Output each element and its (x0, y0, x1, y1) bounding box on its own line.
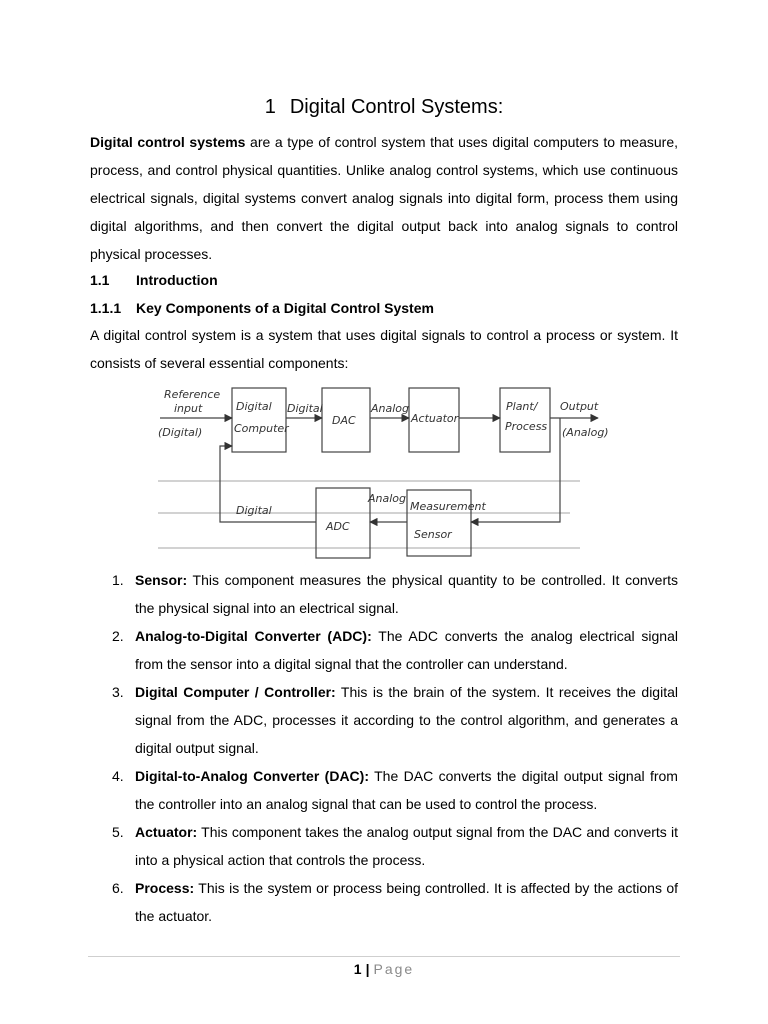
list-item-text: This component measures the physical quantity to be controlled. It converts the physical signal into an electrical signal. (135, 572, 678, 616)
adc-label: ADC (326, 520, 350, 533)
digital-feedback-label: Digital (236, 504, 272, 517)
subsection-number: 1.1.1 (90, 300, 122, 316)
list-item-number: 2. (112, 628, 124, 644)
section-heading (90, 268, 218, 292)
section-number: 1.1 (90, 272, 110, 288)
plant-label-1: Plant/ (506, 400, 538, 413)
reference-input-label-2: input (174, 402, 203, 415)
list-item-text: The ADC converts the analog electrical signal from the sensor into a digital signal that the controller can understand. (135, 628, 678, 672)
list-item-term: Process: (135, 880, 195, 896)
section-title: Introduction (136, 272, 218, 288)
list-item-number: 1. (112, 572, 124, 588)
page-word: Page (373, 961, 415, 977)
list-item (90, 762, 678, 818)
computer-label-1: Digital (236, 400, 272, 413)
digital-computer-block (232, 388, 286, 452)
list-item-term: Digital Computer / Controller: (135, 684, 336, 700)
computer-label-2: Computer (234, 422, 289, 435)
list-item-text: This is the system or process being controlled. It is affected by the actions of the actuator. (135, 880, 678, 924)
list-item-term: Analog-to-Digital Converter (ADC): (135, 628, 372, 644)
list-item-number: 4. (112, 768, 124, 784)
output-label-1: Output (560, 400, 599, 413)
list-item-term: Sensor: (135, 572, 188, 588)
page-number: 1 (353, 961, 362, 977)
footer-divider (88, 956, 680, 957)
sensor-label-1: Measurement (410, 500, 486, 513)
page-footer (0, 958, 768, 980)
list-item (90, 622, 678, 678)
actuator-label: Actuator (411, 412, 459, 425)
list-item (90, 874, 678, 930)
digital-signal-label: Digital (287, 402, 323, 415)
analog-feedback-label: Analog (368, 492, 407, 505)
page-title (0, 94, 768, 120)
title-text: Digital Control Systems: (289, 96, 504, 118)
block-diagram-svg (150, 378, 620, 564)
components-list (90, 566, 678, 930)
list-item-text: This is the brain of the system. It receives the digital signal from the ADC, processes it according to the control algorithm, and generates a digital output signal. (135, 684, 678, 756)
list-item-term: Digital-to-Analog Converter (DAC): (135, 768, 369, 784)
block-diagram (150, 378, 620, 564)
list-item (90, 566, 678, 622)
dac-label: DAC (332, 414, 356, 427)
list-item (90, 678, 678, 762)
subsection-title: Key Components of a Digital Control System (136, 300, 434, 316)
reference-input-label-3: (Digital) (158, 426, 203, 439)
list-item-text: The DAC converts the digital output signal from the controller into an analog signal that can be used to control the process. (135, 768, 678, 812)
output-label-2: (Analog) (562, 426, 609, 439)
analog-signal-label: Analog (371, 402, 410, 415)
subsection-heading (90, 296, 434, 320)
intro-body: are a type of control system that uses digital computers to measure, process, and control physical quantities. Unlike analog control systems, which use continuous electrical signals, digital systems convert analog signals into digital form, process them using digital algorithms, and then convert the digital output back into analog signals to control physical processes. (90, 134, 678, 262)
list-item-number: 6. (112, 880, 124, 896)
footer-separator: | (365, 961, 370, 977)
components-intro-paragraph: A digital control system is a system that uses digital signals to control a process or system. It consists of several essential components: (90, 327, 678, 371)
list-item-number: 5. (112, 824, 124, 840)
reference-input-label-1: Reference (164, 388, 221, 401)
list-item-number: 3. (112, 684, 124, 700)
intro-paragraph (90, 128, 678, 268)
title-number: 1 (264, 96, 276, 118)
list-item-text: This component takes the analog output signal from the DAC and converts it into a physical action that controls the process. (135, 824, 678, 868)
plant-label-2: Process (505, 420, 548, 433)
sensor-label-2: Sensor (414, 528, 452, 541)
intro-lead-term: Digital control systems (90, 134, 246, 150)
list-item (90, 818, 678, 874)
list-item-term: Actuator: (135, 824, 198, 840)
